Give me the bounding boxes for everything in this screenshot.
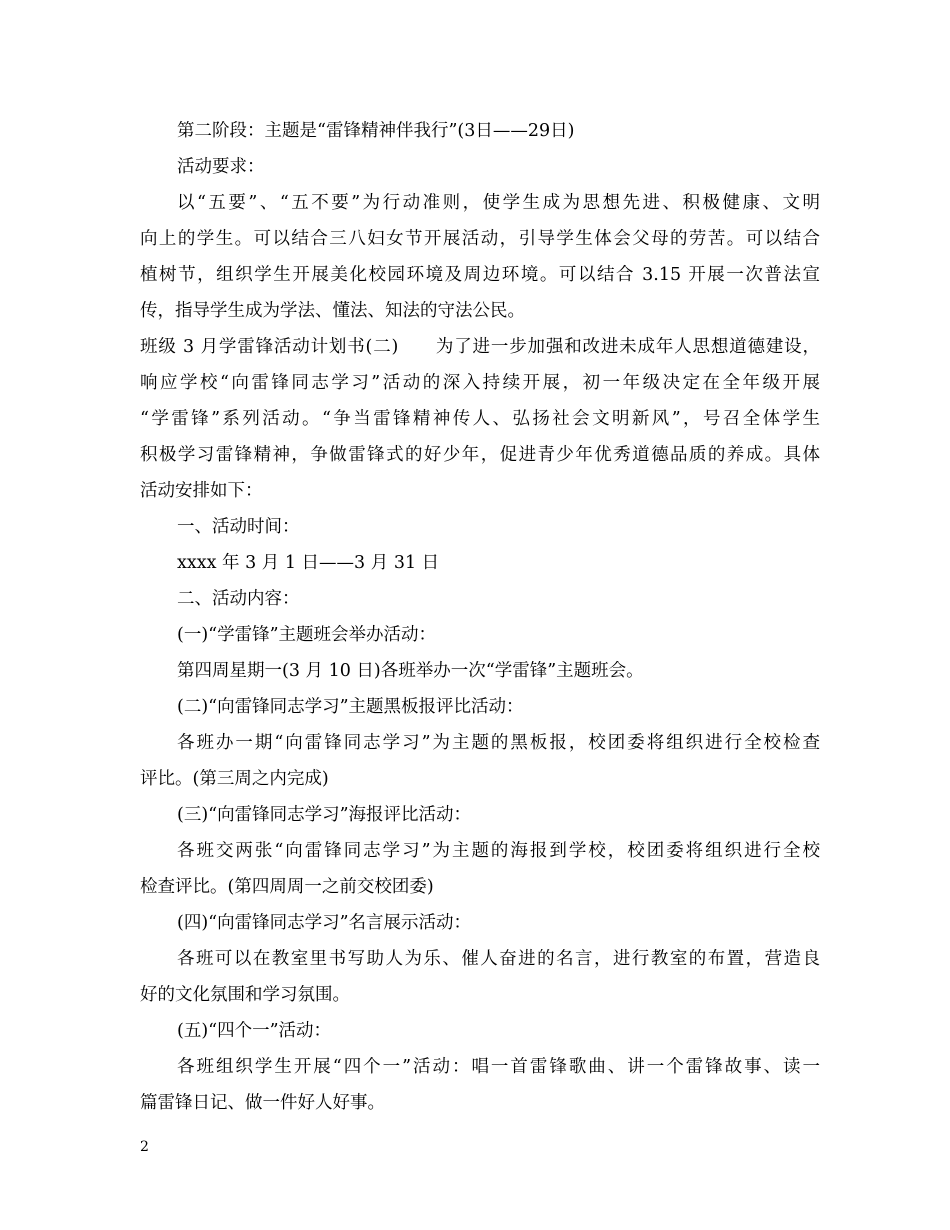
text-line: 活动安排如下：	[140, 481, 263, 501]
section-heading-content: 二、活动内容：	[177, 589, 300, 609]
text-line-date-range: xxxx 年 3 月 1 日——3 月 31 日	[177, 553, 440, 573]
subsection-heading-5: (五)“四个一”活动：	[177, 1021, 332, 1041]
text-line: 检查评比。(第四周周一之前交校团委)	[140, 877, 434, 897]
text-line: 各班办一期“向雷锋同志学习”为主题的黑板报，校团委将组织进行全校检查	[177, 733, 820, 753]
subsection-heading-3: (三)“向雷锋同志学习”海报评比活动：	[177, 805, 472, 825]
text-line: 积极学习雷锋精神，争做雷锋式的好少年，促进青少年优秀道德品质的养成。具体	[140, 445, 820, 465]
subsection-heading-4: (四)“向雷锋同志学习”名言展示活动：	[177, 913, 472, 933]
subsection-heading-2: (二)“向雷锋同志学习”主题黑板报评比活动：	[177, 697, 524, 717]
text-line: 评比。(第三周之内完成)	[140, 769, 329, 789]
text-line-stage-two-heading: 第二阶段：主题是“雷锋精神伴我行”(3日——29日)	[177, 121, 575, 141]
text-line: 以“五要”、“五不要”为行动准则，使学生成为思想先进、积极健康、文明	[177, 193, 820, 213]
text-line: 植树节，组织学生开展美化校园环境及周边环境。可以结合 3.15 开展一次普法宣	[140, 265, 820, 285]
document-body	[140, 113, 820, 1121]
text-line-requirements-heading: 活动要求：	[177, 157, 265, 177]
page-number: 2	[140, 1139, 149, 1155]
text-line: 各班交两张“向雷锋同志学习”为主题的海报到学校，校团委将组织进行全校	[177, 841, 820, 861]
text-line: 各班组织学生开展“四个一”活动：唱一首雷锋歌曲、讲一个雷锋故事、读一	[177, 1057, 820, 1077]
text-line: 第四周星期一(3 月 10 日)各班举办一次“学雷锋”主题班会。	[177, 661, 644, 681]
text-line: 好的文化氛围和学习氛围。	[140, 985, 350, 1005]
text-line-plan-title: 班级 3 月学雷锋活动计划书(二) 为了进一步加强和改进未成年人思想道德建设，	[140, 337, 820, 357]
text-line: 各班可以在教室里书写助人为乐、催人奋进的名言，进行教室的布置，营造良	[177, 949, 820, 969]
subsection-heading-1: (一)“学雷锋”主题班会举办活动：	[177, 625, 437, 645]
text-line: 响应学校“向雷锋同志学习”活动的深入持续开展，初一年级决定在全年级开展	[140, 373, 820, 393]
text-line: 传，指导学生成为学法、懂法、知法的守法公民。	[140, 301, 525, 321]
text-line: 篇雷锋日记、做一件好人好事。	[140, 1093, 385, 1113]
text-line: 向上的学生。可以结合三八妇女节开展活动，引导学生体会父母的劳苦。可以结合	[140, 229, 820, 249]
text-line: “学雷锋”系列活动。“争当雷锋精神传人、弘扬社会文明新风”，号召全体学生	[140, 409, 820, 429]
section-heading-time: 一、活动时间：	[177, 517, 300, 537]
